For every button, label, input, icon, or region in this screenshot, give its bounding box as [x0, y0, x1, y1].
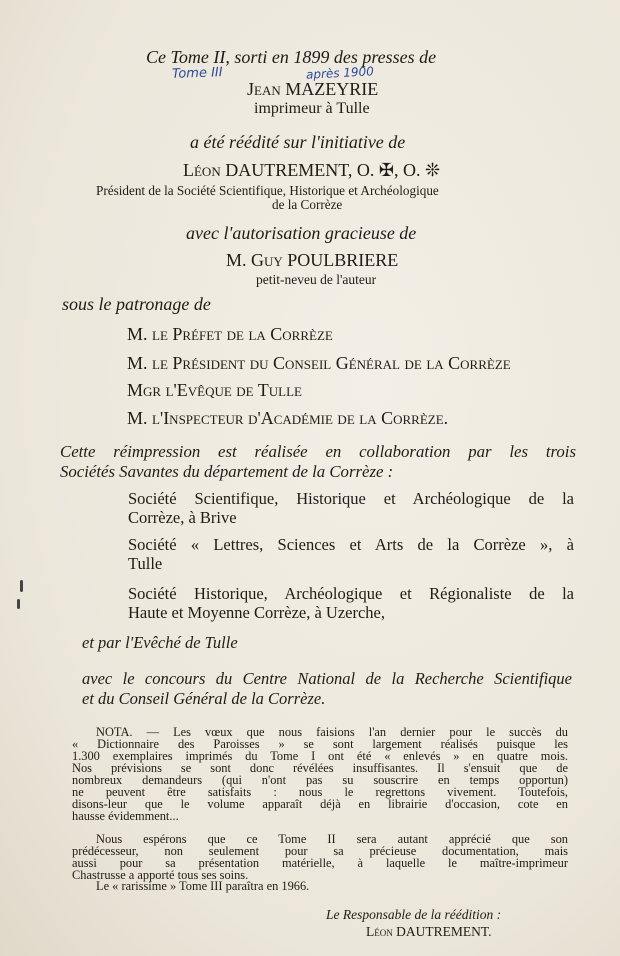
note-p1-line-3: 1.300 exemplaires imprimés du Tome I ont été « enlevés » en quatre mois. — [72, 749, 568, 763]
note-p1-line-2: « Dictionnaire des Paroisses » se sont largement réalisés puisque les — [72, 737, 568, 751]
reedited-line: a été réédité sur l'initiative de — [190, 132, 406, 152]
note-p2-line-2: prédécesseur, non seulement pour sa précieuse documentation, mais — [72, 844, 568, 858]
note-p1-line-6: ne peuvent être satisfaits : nous le regrettons vivement. Toutefois, — [72, 785, 568, 799]
collaboration-intro-1: Cette réimpression est réalisée en collaboration par les trois — [60, 442, 576, 461]
authorization-line: avec l'autorisation gracieuse de — [186, 223, 417, 243]
note-p2-line-4: Chastrusse a apporté tous ses soins. — [72, 868, 249, 882]
concours-line-2: et du Conseil Général de la Corrèze. — [82, 689, 326, 708]
printer-role: imprimeur à Tulle — [254, 100, 370, 117]
patron-1: M. le Préfet de la Corrèze — [127, 324, 333, 344]
note-p1-line-4: Nos prévisions se sont donc révélées insuffisantes. Il s'ensuit que de — [72, 761, 568, 775]
signature-title: Le Responsable de la réédition : — [326, 907, 502, 922]
printer-name: Jean MAZEYRIE — [247, 79, 379, 99]
note-p1-line-7: disons-leur que le volume apparaît déjà en librairie d'occasion, cote en — [72, 797, 568, 811]
society-1-line-a: Société Scientifique, Historique et Archéologique de la — [128, 489, 574, 508]
note-p1-line-8: hausse évidemment... — [72, 809, 179, 823]
signature-name: Léon DAUTREMENT. — [366, 924, 492, 939]
handwritten-annotation-tome: Tome III — [171, 65, 223, 82]
note-p3: Le « rarissime » Tome III paraîtra en 1966. — [96, 879, 310, 893]
initiator-name: Léon DAUTREMENT, O. ✠, O. ❊ — [183, 160, 441, 180]
concours-line-1: avec le concours du Centre National de la Recherche Scientifique — [82, 669, 572, 688]
society-3-line-b: Haute et Moyenne Corrèze, à Uzerche, — [128, 603, 385, 622]
margin-mark-1 — [20, 580, 23, 592]
note-p2-line-3: aussi pour sa présentation matérielle, à laquelle le maître-imprimeur — [72, 856, 568, 870]
society-2-line-a: Société « Lettres, Sciences et Arts de la Corrèze », à — [128, 535, 574, 554]
note-p2-line-1: Nous espérons que ce Tome II sera autant apprécié que son — [96, 832, 568, 846]
patron-3: Mgr l'Evêque de Tulle — [127, 380, 302, 400]
note-p1-line-1: NOTA. — Les vœux que nous faisions l'an dernier pour le succès du — [96, 725, 568, 739]
patron-4: M. l'Inspecteur d'Académie de la Corrèze. — [127, 408, 449, 428]
handwritten-annotation-date: après 1900 — [305, 64, 375, 82]
collaboration-intro-2: Sociétés Savantes du département de la Corrèze : — [60, 462, 394, 481]
initiator-title-1: Président de la Société Scientifique, Historique et Archéologique — [96, 183, 439, 198]
society-1-line-b: Corrèze, à Brive — [128, 508, 237, 527]
eveche-line: et par l'Evêché de Tulle — [82, 633, 238, 652]
patronage-line: sous le patronage de — [62, 294, 211, 314]
colophon-line-1: Ce Tome II, sorti en 1899 des presses de — [146, 47, 437, 67]
authorizer-role: petit-neveu de l'auteur — [256, 272, 377, 287]
margin-mark-2 — [17, 599, 20, 609]
initiator-title-2: de la Corrèze — [272, 197, 343, 212]
society-3-line-a: Société Historique, Archéologique et Régionaliste de la — [128, 584, 574, 603]
society-2-line-b: Tulle — [128, 554, 163, 573]
authorizer-name: M. Guy POULBRIERE — [226, 250, 399, 270]
patron-2: M. le Président du Conseil Général de la Corrèze — [127, 353, 511, 373]
note-p1-line-5: nombreux demandeurs (qui n'ont pas su souscrire en temps opportun) — [72, 773, 568, 787]
